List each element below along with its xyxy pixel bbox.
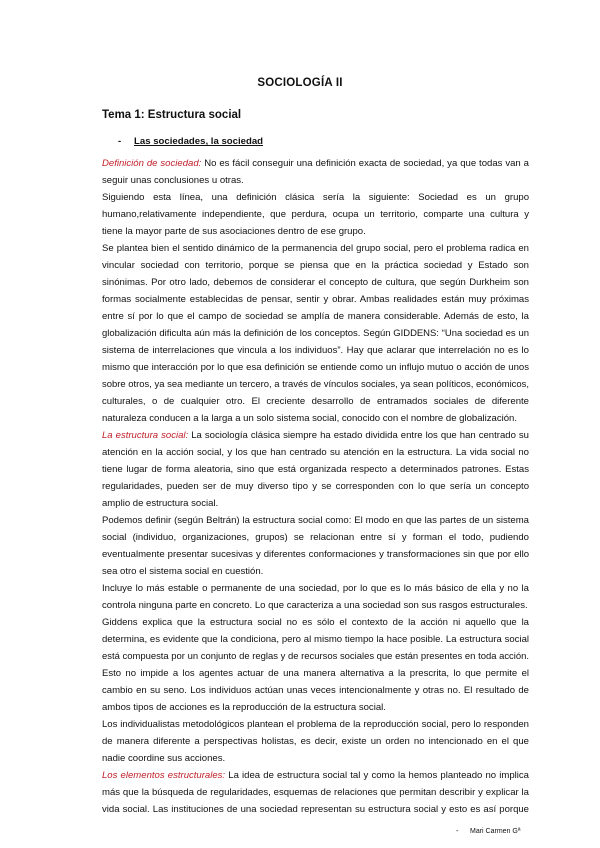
line-text: eventualmente presentar sucesivas y diferentes conformaciones y transformaciones sin que por ello [102,549,529,560]
section-heading [118,136,263,147]
text-line [102,444,529,461]
text-line [102,257,529,274]
text-line [102,342,529,359]
line-text: Siguiendo esta línea, una definición clásica sería la siguiente: Sociedad es un grupo [102,192,529,203]
line-text: humano,relativamente independiente, que perdura, ocupa un territorio, comparte una cultura y [102,209,529,220]
line-text: naturaleza conducen a la larga a un solo sistema social, conocido con el nombre de globalización. [102,413,518,424]
line-text: Giddens explica que la estructura social no es sólo el contexto de la acción ni aquello que la [102,617,529,628]
line-text: culturales, o de cualquier otro. El creciente desarrollo de entramados sociales de diferente [102,396,529,407]
text-line [102,274,529,291]
line-text: sistema de interrelaciones que vincula a los individuos”. Hay que aclarar que interrelación no es lo [102,345,529,356]
footer-bullet: - [456,828,459,835]
text-line [102,240,529,257]
line-text: seguir unas conclusiones u otras. [102,175,244,186]
text-line [102,461,529,478]
term-label: Definición de sociedad: [102,158,202,169]
footer [456,828,520,835]
body-text [102,155,529,818]
line-text: La idea de estructura social tal y como la hemos planteado no implica [225,770,529,781]
text-line [102,614,529,631]
text-line [102,733,529,750]
text-line [102,359,529,376]
line-text: Esto no impide a los agentes actuar de una manera alternativa a la prescrita, lo que permite el [102,668,529,679]
line-text: sea otro el sistema social en cuestión. [102,566,264,577]
line-text: sobre otros, ya sea mediante un tercero, a través de vínculos sociales, ya sean políticos, económicos, [102,379,529,390]
text-line [102,223,529,240]
text-line [102,189,529,206]
line-text: regularidades, pueden ser de muy diverso tipo y se corresponden con lo que sería un concepto [102,481,529,492]
line-text: sinónimas. Por otro lado, debemos de considerar el concepto de cultura, que según Durkheim son [102,277,529,288]
footer-author: Mari Carmen Gª [470,828,521,835]
text-line [102,495,529,512]
line-text: tiene lugar de forma aleatoria, sino que está organizada respecto a determinados patrones. Estas [102,464,529,475]
text-line [102,478,529,495]
line-text: vincular sociedad con territorio, porque se piensa que en la práctica sociedad y Estado son [102,260,529,271]
text-line [102,393,529,410]
line-text: controla ninguna parte en concreto. Lo que caracteriza a una sociedad son sus rasgos estructurales. [102,600,528,611]
topic-heading: Tema 1: Estructura social [102,109,242,121]
text-line [102,597,529,614]
section-bullet: - [118,136,122,147]
line-text: ambos tipos de acciones es la reproducción de la estructura social. [102,702,386,713]
text-line [102,410,529,427]
text-line [102,546,529,563]
text-line [102,563,529,580]
text-line [102,716,529,733]
line-text: más que la búsqueda de regularidades, esquemas de relaciones que permitan describir y explicar la [102,787,529,798]
text-line [102,427,529,444]
line-text: tiene la mayor parte de sus asociaciones dentro de ese grupo. [102,226,366,237]
line-text: formas socialmente establecidas de pensar, sentir y obrar. Ambas realidades están muy próximas [102,294,529,305]
text-line [102,665,529,682]
line-text: social (individuo, organizaciones, grupos) se relacionan entre sí y forman el todo, pudiendo [102,532,529,543]
text-line [102,172,529,189]
line-text: determina, es evidente que la condiciona, pero al mismo tiempo la hace posible. La estructura social [102,634,529,645]
text-line [102,784,529,801]
term-label: La estructura social: [102,430,189,441]
text-line [102,529,529,546]
line-text: La sociología clásica siempre ha estado dividida entre los que han centrado su [188,430,529,441]
line-text: mismo que interacción por lo que esa definición se entiende como un influjo mutuo o acción de unos [102,362,529,373]
line-text: amplio de estructura social. [102,498,219,509]
text-line [102,325,529,342]
text-line [102,750,529,767]
text-line [102,291,529,308]
text-line [102,801,529,818]
line-text: Los individualistas metodológicos plantean el problema de la reproducción social, pero lo responden [102,719,529,730]
line-text: globalización dificulta aún más la definición de los conceptos. Según GIDDENS: “Una sociedad es un [102,328,529,339]
line-text: Se plantea bien el sentido dinámico de la permanencia del grupo social, pero el problema radica en [102,243,529,254]
line-text: vida social. Las instituciones de una sociedad representan su estructura social y esto es así porque [102,804,529,815]
text-line [102,376,529,393]
text-line [102,206,529,223]
text-line [102,699,529,716]
text-line [102,682,529,699]
text-line [102,767,529,784]
document-title: SOCIOLOGÍA II [257,77,343,89]
line-text: Podemos definir (según Beltrán) la estructura social como: El modo en que las partes de un sistema [102,515,529,526]
text-line [102,580,529,597]
text-line [102,631,529,648]
section-title: Las sociedades, la sociedad [134,136,264,147]
line-text: cambio en su seno. Los individuos actúan unas veces intencionalmente y otras no. El resultado de [102,685,529,696]
text-line [102,512,529,529]
line-text: entre sí por lo que el campo de sociedad se amplía de manera considerable. Además de esto, la [102,311,529,322]
line-text: nadie coordine sus acciones. [102,753,226,764]
line-text: de manera diferente a perspectivas holistas, es decir, existe un orden no intencionado en el que [102,736,529,747]
line-text: No es fácil conseguir una definición exacta de sociedad, ya que todas van a [201,158,529,169]
line-text: Incluye lo más estable o permanente de una sociedad, por lo que es lo más básico de ella y no la [102,583,529,594]
text-line [102,308,529,325]
line-text: está compuesta por un conjunto de reglas y de recursos sociales que están presentes en toda acción. [102,651,529,662]
text-line [102,648,529,665]
term-label: Los elementos estructurales: [102,770,226,781]
text-line [102,155,529,172]
line-text: atención en la acción social, y los que han centrado su atención en la estructura. La vida social no [102,447,529,458]
